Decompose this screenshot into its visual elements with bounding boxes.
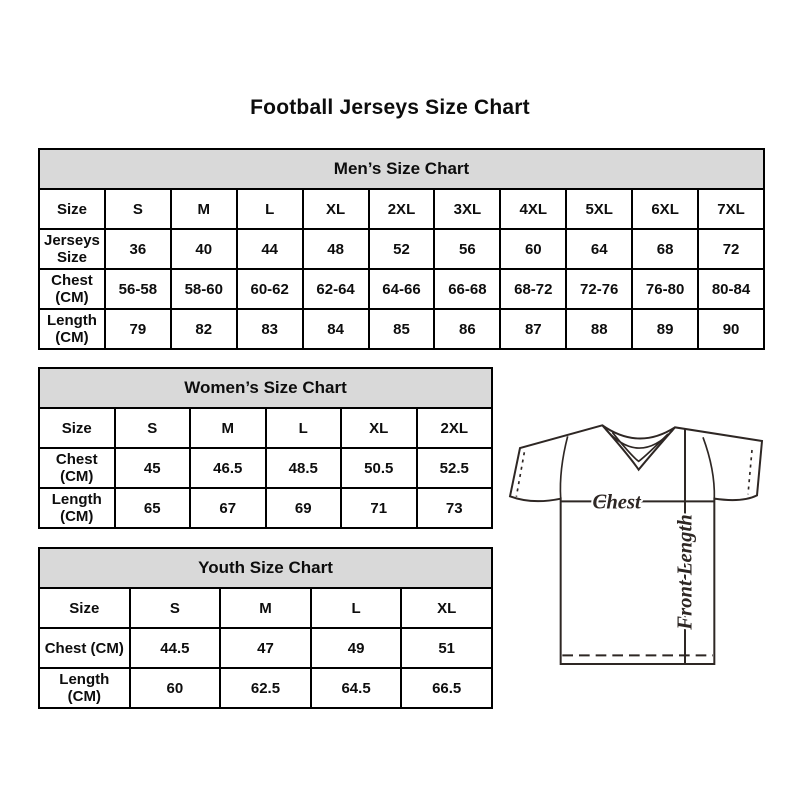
mens-value-cell: S — [105, 189, 171, 229]
youth-table-title-row — [39, 548, 492, 588]
womens-value-cell: 2XL — [417, 408, 493, 448]
jersey-measurement-diagram — [495, 398, 795, 698]
mens-value-cell: 90 — [698, 309, 764, 349]
mens-value-cell: L — [237, 189, 303, 229]
mens-value-cell: 68 — [632, 229, 698, 269]
youth-row — [39, 588, 492, 628]
womens-value-cell: S — [115, 408, 191, 448]
mens-table-title-row — [39, 149, 764, 189]
womens-table-body — [39, 408, 492, 528]
youth-value-cell: 47 — [220, 628, 311, 668]
youth-table-body — [39, 588, 492, 708]
womens-row — [39, 448, 492, 488]
youth-value-cell: 64.5 — [311, 668, 402, 708]
womens-value-cell: L — [266, 408, 342, 448]
womens-row-label: Chest (CM) — [39, 448, 115, 488]
mens-value-cell: 88 — [566, 309, 632, 349]
mens-value-cell: 56 — [434, 229, 500, 269]
mens-table-title: Men’s Size Chart — [39, 149, 764, 189]
youth-table-title: Youth Size Chart — [39, 548, 492, 588]
mens-value-cell: 64 — [566, 229, 632, 269]
mens-value-cell: 89 — [632, 309, 698, 349]
womens-value-cell: 48.5 — [266, 448, 342, 488]
mens-value-cell: M — [171, 189, 237, 229]
youth-row — [39, 668, 492, 708]
womens-value-cell: 52.5 — [417, 448, 493, 488]
mens-row-label: Length (CM) — [39, 309, 105, 349]
mens-value-cell: 72 — [698, 229, 764, 269]
youth-row-label: Length (CM) — [39, 668, 130, 708]
youth-value-cell: S — [130, 588, 221, 628]
mens-value-cell: 56-58 — [105, 269, 171, 309]
womens-size-table — [38, 367, 493, 529]
page-title: Football Jerseys Size Chart — [250, 96, 530, 119]
womens-value-cell: XL — [341, 408, 417, 448]
womens-row — [39, 408, 492, 448]
left-sleeve-seam — [560, 436, 567, 498]
womens-value-cell: 65 — [115, 488, 191, 528]
youth-row-label: Size — [39, 588, 130, 628]
womens-value-cell: 71 — [341, 488, 417, 528]
mens-size-table — [38, 148, 765, 350]
mens-value-cell: 87 — [500, 309, 566, 349]
womens-value-cell: 73 — [417, 488, 493, 528]
mens-value-cell: XL — [303, 189, 369, 229]
youth-value-cell: 44.5 — [130, 628, 221, 668]
youth-value-cell: 62.5 — [220, 668, 311, 708]
right-sleeve-seam — [703, 437, 714, 498]
mens-value-cell: 6XL — [632, 189, 698, 229]
womens-row-label: Length (CM) — [39, 488, 115, 528]
youth-value-cell: 66.5 — [401, 668, 492, 708]
youth-row — [39, 628, 492, 668]
mens-value-cell: 48 — [303, 229, 369, 269]
womens-row-label: Size — [39, 408, 115, 448]
mens-value-cell: 52 — [369, 229, 435, 269]
mens-table-body — [39, 189, 764, 349]
mens-value-cell: 60 — [500, 229, 566, 269]
womens-table-title-row — [39, 368, 492, 408]
mens-row — [39, 309, 764, 349]
mens-value-cell: 66-68 — [434, 269, 500, 309]
mens-value-cell: 64-66 — [369, 269, 435, 309]
right-cuff-stitch-line — [748, 450, 752, 494]
mens-value-cell: 72-76 — [566, 269, 632, 309]
mens-value-cell: 60-62 — [237, 269, 303, 309]
front-length-label: Front Length — [674, 514, 697, 630]
mens-value-cell: 82 — [171, 309, 237, 349]
mens-value-cell: 85 — [369, 309, 435, 349]
mens-value-cell: 36 — [105, 229, 171, 269]
youth-value-cell: 49 — [311, 628, 402, 668]
womens-value-cell: 50.5 — [341, 448, 417, 488]
womens-value-cell: 69 — [266, 488, 342, 528]
mens-value-cell: 62-64 — [303, 269, 369, 309]
mens-value-cell: 86 — [434, 309, 500, 349]
mens-value-cell: 68-72 — [500, 269, 566, 309]
youth-value-cell: XL — [401, 588, 492, 628]
mens-value-cell: 44 — [237, 229, 303, 269]
mens-value-cell: 83 — [237, 309, 303, 349]
youth-value-cell: 60 — [130, 668, 221, 708]
mens-value-cell: 84 — [303, 309, 369, 349]
youth-size-table — [38, 547, 493, 709]
youth-value-cell: L — [311, 588, 402, 628]
youth-value-cell: 51 — [401, 628, 492, 668]
jersey-outline — [510, 425, 762, 664]
mens-value-cell: 4XL — [500, 189, 566, 229]
youth-row-label: Chest (CM) — [39, 628, 130, 668]
youth-value-cell: M — [220, 588, 311, 628]
womens-value-cell: 67 — [190, 488, 266, 528]
mens-row-label: Size — [39, 189, 105, 229]
mens-row-label: Jerseys Size — [39, 229, 105, 269]
mens-value-cell: 80-84 — [698, 269, 764, 309]
womens-value-cell: 46.5 — [190, 448, 266, 488]
mens-value-cell: 3XL — [434, 189, 500, 229]
mens-value-cell: 76-80 — [632, 269, 698, 309]
mens-value-cell: 40 — [171, 229, 237, 269]
mens-row — [39, 229, 764, 269]
mens-value-cell: 58-60 — [171, 269, 237, 309]
mens-value-cell: 2XL — [369, 189, 435, 229]
chest-label: Chest — [592, 491, 641, 514]
mens-value-cell: 7XL — [698, 189, 764, 229]
mens-row-label: Chest (CM) — [39, 269, 105, 309]
womens-row — [39, 488, 492, 528]
mens-value-cell: 5XL — [566, 189, 632, 229]
womens-table-title: Women’s Size Chart — [39, 368, 492, 408]
mens-row — [39, 269, 764, 309]
mens-value-cell: 79 — [105, 309, 171, 349]
mens-row — [39, 189, 764, 229]
womens-value-cell: 45 — [115, 448, 191, 488]
womens-value-cell: M — [190, 408, 266, 448]
